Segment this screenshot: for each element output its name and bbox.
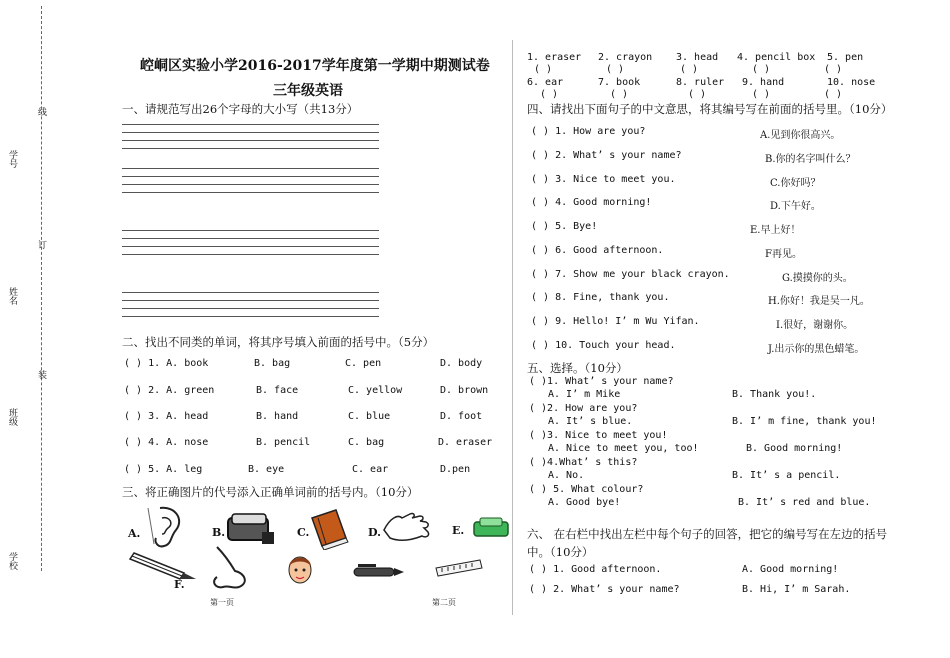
word-10-paren: ( ): [824, 89, 843, 100]
s4-q6: ( ) 6. Good afternoon.: [531, 245, 664, 256]
word-7-paren: ( ): [610, 89, 629, 100]
word-1-paren: ( ): [534, 64, 553, 75]
word-6-paren: ( ): [540, 89, 559, 100]
binding-line: [41, 6, 42, 571]
word-3-paren: ( ): [680, 64, 699, 75]
word-4: 4. pencil box: [737, 52, 816, 63]
column-divider: [512, 40, 513, 615]
section6-title-line1: 六、 在右栏中找出左栏中每个句子的回答，把它的编号写在左边的括号: [527, 527, 888, 541]
s4-a8: H.你好！我是吴一凡。: [768, 296, 870, 307]
s4-a7: G.摸摸你的头。: [782, 273, 853, 284]
margin-label-line: 线: [36, 107, 46, 116]
s6-q2: ( ) 2. What’ s your name?: [529, 584, 680, 595]
s4-a4: D.下午好。: [770, 201, 821, 212]
s4-q5: ( ) 5. Bye!: [531, 221, 598, 232]
s6-a2: B. Hi, I’ m Sarah.: [742, 584, 851, 595]
s4-a1: A.见到你很高兴。: [760, 130, 841, 141]
s4-q1: ( ) 1. How are you?: [531, 126, 646, 137]
pencil-picture: [128, 547, 200, 581]
s5-q3: ( )3. Nice to meet you!: [529, 430, 668, 441]
margin-label-school: 学校: [7, 552, 17, 570]
s2-row2-c: C. yellow: [348, 385, 403, 396]
s2-row4-d: D. eraser: [438, 437, 493, 448]
page-number-1: 第一页: [210, 598, 234, 607]
s4-q10: ( ) 10. Touch your head.: [531, 340, 676, 351]
section1-title: 一、请规范写出26个字母的大小写（共13分）: [122, 102, 359, 116]
picture-label-c: C.: [297, 526, 310, 539]
s2-row5-a: ( ) 5. A. leg: [124, 464, 203, 475]
s2-row2-b: B. face: [256, 385, 299, 396]
hand-picture: [380, 508, 434, 546]
word-6: 6. ear: [527, 77, 564, 88]
section4-title: 四、请找出下面句子的中文意思，将其编号写在前面的括号里。（10分）: [527, 102, 893, 116]
margin-label-name: 姓名: [7, 287, 17, 305]
section2-title: 二、找出不同类的单词，将其序号填入前面的括号中。（5分）: [122, 335, 435, 349]
section3-title: 三、将正确图片的代号添入正确单词前的括号内。（10分）: [122, 485, 419, 499]
word-10: 10. nose: [827, 77, 876, 88]
margin-label-fold: 装: [36, 370, 46, 379]
pen-picture: [350, 558, 406, 584]
s2-row3-d: D. foot: [440, 411, 483, 422]
picture-label-b: B.: [212, 526, 226, 539]
s5-q3-b: B. Good morning!: [746, 443, 843, 454]
s5-q5: ( ) 5. What colour?: [529, 484, 644, 495]
s4-a3: C.你好吗？: [770, 178, 821, 189]
word-9: 9. hand: [742, 77, 785, 88]
s5-q4-a: A. No.: [548, 470, 585, 481]
s2-row5-d: D.pen: [440, 464, 471, 475]
s2-row5-b: B. eye: [248, 464, 285, 475]
s2-row4-b: B. pencil: [256, 437, 311, 448]
s2-row5-c: C. ear: [352, 464, 389, 475]
s2-row4-c: C. bag: [348, 437, 385, 448]
word-8: 8. ruler: [676, 77, 725, 88]
word-2: 2. crayon: [598, 52, 653, 63]
s5-q4-b: B. It’ s a pencil.: [732, 470, 841, 481]
s5-q2-a: A. It’ s blue.: [548, 416, 633, 427]
s5-q3-a: A. Nice to meet you, too!: [548, 443, 699, 454]
s5-q1-b: B. Thank you!.: [732, 389, 817, 400]
s2-row2-d: D. brown: [440, 385, 489, 396]
margin-label-bind: 订: [36, 240, 46, 249]
margin-label-class: 班级: [7, 408, 17, 426]
s2-row4-a: ( ) 4. A. nose: [124, 437, 209, 448]
picture-label-d: D.: [368, 526, 381, 539]
ear-picture: [142, 504, 188, 550]
picture-label-e: E.: [452, 524, 465, 537]
word-7: 7. book: [598, 77, 641, 88]
s5-q1: ( )1. What’ s your name?: [529, 376, 674, 387]
s2-row3-c: C. blue: [348, 411, 391, 422]
section6-title-line2: 中。（10分）: [527, 545, 594, 559]
s2-row1-c: C. pen: [345, 358, 382, 369]
word-2-paren: ( ): [606, 64, 625, 75]
s5-q4: ( )4.What’ s this?: [529, 457, 638, 468]
s5-q2-b: B. I’ m fine, thank you!: [732, 416, 877, 427]
s6-a1: A. Good morning!: [742, 564, 839, 575]
page-number-2: 第二页: [432, 598, 456, 607]
word-5: 5. pen: [827, 52, 864, 63]
s4-q9: ( ) 9. Hello! I’ m Wu Yifan.: [531, 316, 700, 327]
word-9-paren: ( ): [752, 89, 771, 100]
word-4-paren: ( ): [752, 64, 771, 75]
s5-q5-b: B. It’ s red and blue.: [738, 497, 871, 508]
s2-row3-a: ( ) 3. A. head: [124, 411, 209, 422]
ruler-picture: [432, 556, 486, 582]
s4-a2: B.你的名字叫什么？: [765, 154, 856, 165]
s4-a9: I.很好，谢谢你。: [776, 320, 854, 331]
book-picture: [306, 506, 350, 550]
word-3: 3. head: [676, 52, 719, 63]
nose-picture: [205, 543, 255, 593]
s5-q5-a: A. Good bye!: [548, 497, 621, 508]
s2-row1-a: ( ) 1. A. book: [124, 358, 209, 369]
s2-row1-d: D. body: [440, 358, 483, 369]
s4-a10: J.出示你的黑色蜡笔。: [768, 344, 865, 355]
s2-row1-b: B. bag: [254, 358, 291, 369]
s4-q7: ( ) 7. Show me your black crayon.: [531, 269, 730, 280]
s4-q3: ( ) 3. Nice to meet you.: [531, 174, 676, 185]
s2-row2-a: ( ) 2. A. green: [124, 385, 215, 396]
exam-title: 崆峒区实验小学2016-2017学年度第一学期中期测试卷: [140, 58, 490, 74]
s5-q2: ( )2. How are you?: [529, 403, 638, 414]
eraser-picture: [470, 514, 512, 542]
s4-q4: ( ) 4. Good morning!: [531, 197, 652, 208]
head-picture: [286, 552, 314, 586]
s4-a6: F再见。: [765, 249, 802, 260]
picture-label-f: F.: [174, 578, 185, 591]
s4-q8: ( ) 8. Fine, thank you.: [531, 292, 670, 303]
s2-row3-b: B. hand: [256, 411, 299, 422]
s4-q2: ( ) 2. What’ s your name?: [531, 150, 682, 161]
margin-label-student-id: 学号: [7, 150, 17, 168]
word-8-paren: ( ): [688, 89, 707, 100]
s5-q1-a: A. I’ m Mike: [548, 389, 621, 400]
exam-subtitle: 三年级英语: [273, 83, 343, 99]
word-5-paren: ( ): [824, 64, 843, 75]
picture-label-a: A.: [128, 527, 141, 540]
s6-q1: ( ) 1. Good afternoon.: [529, 564, 662, 575]
s4-a5: E.早上好！: [750, 225, 801, 236]
word-1: 1. eraser: [527, 52, 582, 63]
section5-title: 五、选择。（10分）: [527, 361, 628, 375]
